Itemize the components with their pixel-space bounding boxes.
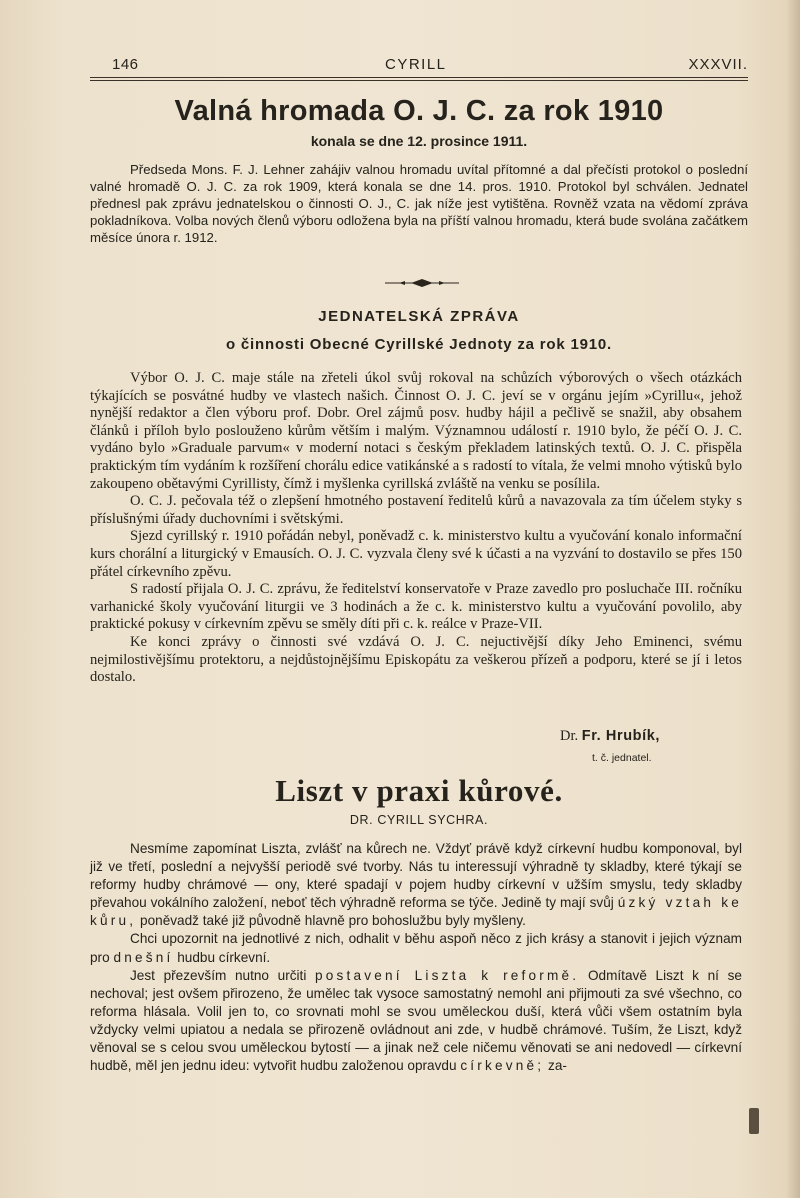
- text-run: Odmítavě Liszt k ní se nechoval; jest ovšem přirozeno, že umělec tak vysoce samostatný nemohl ani přijmouti za své všechno, co reforma hlásala. Volil jen to, co srovnati mohl se svou uměleckou duší, která vůči všem ostatním byla vždycky velmi upiatou a nedala se přirozeně ovládnout ani zde, v hudbě chrámové. Tuším, že Liszt, když věnoval se s celou svou uměleckou bytostí — a jinak než cele ničemu věnovati se ani nedovedl — církevní hudbě, měl jen jednu ideu: vytvořit hudbu založenou opravdu: [90, 967, 742, 1074]
- assembly-title: Valná hromada O. J. C. za rok 1910: [174, 95, 664, 127]
- spaced-emphasis: úzký vztah ke kůru,: [90, 895, 742, 929]
- text-run: hudbu církevní.: [177, 949, 271, 965]
- article-body: [90, 840, 742, 1075]
- signature-role: t. č. jednatel.: [592, 752, 652, 764]
- spaced-emphasis: dnešní: [113, 949, 174, 965]
- report-heading: JEDNATELSKÁ ZPRÁVA: [318, 308, 520, 325]
- report-signature: [560, 728, 660, 745]
- report-paragraph: Sjezd cyrillský r. 1910 pořádán nebyl, poněvadž c. k. ministerstvo kultu a vyučování konalo informační kurs chorální a liturgický v Emausích. O. J. C. vyzvala členy své k účasti a na vyzvání to dostavilo se přes 150 přátel církevního zpěvu.: [90, 528, 742, 580]
- assembly-subtitle: konala se dne 12. prosince 1911.: [310, 133, 528, 149]
- report-paragraph: S radostí přijala O. J. C. zprávu, že ředitelství konservatoře v Praze zavedlo pro posluchače III. ročníku varhanické školy vyučování liturgii ve 3 hodinách a že c. k. ministerstvo kultu a vyučování povolilo, aby praktické pokusy v církevním zpěvu se směly díti při c. k. reálce v Praze-VII.: [90, 581, 742, 633]
- article-title: Liszt v praxi kůrové.: [275, 773, 563, 808]
- text-run: Jest přezevším nutno určiti: [130, 967, 307, 983]
- volume-number: XXXVII.: [688, 56, 748, 73]
- signature-name: Fr. Hrubík,: [581, 728, 661, 744]
- text-run: poněvadž také již původně hlavně pro bohoslužbu byly myšleny.: [140, 913, 526, 929]
- signature-prefix: Dr.: [560, 728, 579, 744]
- report-paragraph: Výbor O. J. C. maje stále na zřeteli úkol svůj rokoval na schůzích výborových o všech otázkách týkajících se posvátné hudby ve vlastech našich. Činnost O. J. C. jeví se v orgánu jejím »Cyrillu«, jehož nynější redaktor a člen výboru prof. Dobr. Orel zájmů posv. hudby hájil a pečlivě se snažil, aby obsahem článků i příloh bylo poslouženo kůrům větším i malým. Významnou událostí r. 1910 bylo, že péčí O. J. C. vydáno bylo »Graduale parvum« v moderní notaci s českým překladem latinských textů. O. J. C. přispěla praktickým tím vydáním k rozšíření chorálu edice vatikánské a s radostí to vítala, že velmi mnoho výtisků bylo zakoupeno obětavými Cyrillisty, čímž i myšlenka cyrillská zvláště na venku se posílila.: [90, 370, 742, 492]
- page-edge-mark: [749, 1108, 759, 1134]
- spaced-emphasis: postavení Liszta k reformě.: [315, 967, 580, 983]
- header-rule: [90, 77, 748, 78]
- spaced-emphasis: církevně;: [460, 1058, 545, 1074]
- journal-title: CYRILL: [385, 56, 447, 73]
- report-body: [90, 370, 742, 687]
- section-ornament: [385, 278, 459, 288]
- report-subheading: o činnosti Obecné Cyrillské Jednoty za rok 1910.: [225, 336, 613, 353]
- text-run: Nesmíme zapomínat Liszta, zvlášť na kůrech ne. Vždyť právě když církevní hudbu komponoval, byl již ve třetí, poslední a nejvyšší periodě své tvorby. Nás tu interessují výhradně ty skladby, které týkají se reformy hudby chrámové — ony, které spadají v pojem hudby církevní v užším smyslu, tedy skladby převahou vokálního založení, neboť těch výhradně reforma se týče. Jedině ty mají svůj: [90, 841, 742, 911]
- text-run: Chci upozornit na jednotlivé z nich, odhalit v běhu aspoň něco z jich krásy a stanovit i jejich význam pro: [90, 931, 742, 965]
- article-author: DR. CYRILL SYCHRA.: [349, 813, 489, 827]
- page-number: 146: [112, 56, 139, 73]
- header-rule-double: [90, 80, 748, 81]
- report-paragraph: O. C. J. pečovala též o zlepšení hmotného postavení ředitelů kůrů a navazovala za tím účelem styky s příslušnými úřady duchovními i světskými.: [90, 493, 742, 527]
- article-paragraph: [90, 930, 742, 966]
- article-paragraph: [90, 840, 742, 930]
- article-paragraph: [90, 967, 742, 1076]
- report-paragraph: Ke konci zprávy o činnosti své vzdává O. J. C. nejuctivější díky Jeho Eminenci, svému nejmilostivějšímu protektoru, a nejdůstojnějšímu Episkopátu za veškerou přízeň a podporu, které se jí i letos dostalo.: [90, 633, 742, 686]
- page-spine-shadow: [786, 0, 800, 1198]
- assembly-paragraph: Předseda Mons. F. J. Lehner zahájiv valnou hromadu uvítal přítomné a dal přečísti protokol o poslední valné hromadě O. J. C. za rok 1909, která konala se dne 14. pros. 1910. Protokol byl schválen. Jednatel přednesl pak zprávu jednatelskou o činnosti O. J., C. jak níže jest vytištěna. Rovněž vzata na vědomí zpráva pokladníkova. Volba nových členů výboru odložena byla na příští valnou hromadu, která bude svolána začátkem měsíce února r. 1912.: [90, 162, 748, 245]
- text-run: za-: [548, 1058, 567, 1074]
- running-header: [90, 56, 748, 78]
